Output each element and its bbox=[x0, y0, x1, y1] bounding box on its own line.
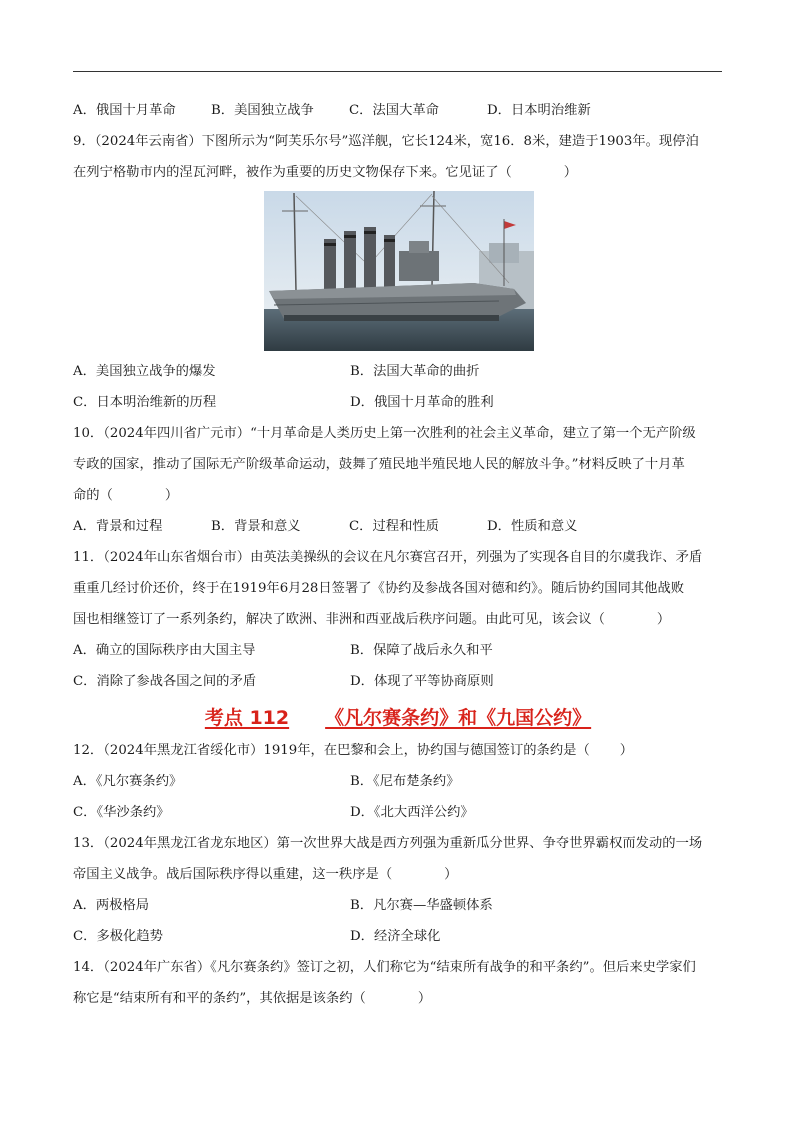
option-c[interactable]: C．《华沙条约》 bbox=[73, 805, 170, 820]
option-d[interactable]: D．日本明治维新 bbox=[487, 103, 591, 118]
q9-options-row-2 bbox=[73, 390, 723, 421]
option-b[interactable]: B．保障了战后永久和平 bbox=[350, 643, 493, 658]
option-a[interactable]: A．美国独立战争的爆发 bbox=[73, 364, 216, 379]
question-11-text-2: 重重几经讨价还价，终于在1919年6月28日签署了《协约及参战各国对德和约》。随后协约国同其他战败 bbox=[73, 581, 685, 596]
option-b[interactable]: B．法国大革命的曲折 bbox=[350, 364, 480, 379]
option-d[interactable]: D．性质和意义 bbox=[487, 519, 578, 534]
question-9-figure bbox=[73, 191, 723, 359]
option-c[interactable]: C．消除了参战各国之间的矛盾 bbox=[73, 674, 257, 689]
q13-options-row-1 bbox=[73, 893, 723, 924]
section-title: 《凡尔赛条约》和《九国公约》 bbox=[325, 707, 592, 729]
question-12-text-1: 12．（2024年黑龙江省绥化市）1919年，在巴黎和会上，协约国与德国签订的条约是（ ） bbox=[73, 743, 634, 758]
page-content bbox=[73, 98, 723, 1017]
option-b[interactable]: B．背景和意义 bbox=[211, 519, 301, 534]
option-a[interactable]: A．俄国十月革命 bbox=[73, 103, 176, 118]
section-number: 考点 112 bbox=[204, 707, 290, 729]
q10-options bbox=[73, 514, 723, 545]
question-10-text-1: 10．（2024年四川省广元市）“十月革命是人类历史上第一次胜利的社会主义革命，建立了第一个无产阶级 bbox=[73, 426, 696, 441]
q9-options-row-1 bbox=[73, 359, 723, 390]
q8-options bbox=[73, 98, 723, 129]
q11-options-row-2 bbox=[73, 669, 723, 700]
option-b[interactable]: B．《尼布楚条约》 bbox=[350, 774, 460, 789]
question-10-text-2: 专政的国家，推动了国际无产阶级革命运动，鼓舞了殖民地半殖民地人民的解放斗争。”材料反映了十月革 bbox=[73, 457, 685, 472]
option-a[interactable]: A．确立的国际秩序由大国主导 bbox=[73, 643, 256, 658]
aurora-cruiser-photo bbox=[264, 191, 534, 351]
question-11-text-3: 国也相继签订了一系列条约，解决了欧洲、非洲和西亚战后秩序问题。由此可见，该会议（ ） bbox=[73, 612, 671, 627]
option-a[interactable]: A．《凡尔赛条约》 bbox=[73, 774, 183, 789]
question-14-text-1: 14．（2024年广东省）《凡尔赛条约》签订之初，人们称它为“结束所有战争的和平条约”。但后来史学家们 bbox=[73, 960, 696, 975]
option-d[interactable]: D．《北大西洋公约》 bbox=[350, 805, 474, 820]
header-rule bbox=[73, 71, 722, 72]
question-13-text-2: 帝国主义战争。战后国际秩序得以重建，这一秩序是（ ） bbox=[73, 867, 458, 882]
question-11-text-1: 11．（2024年山东省烟台市）由英法美操纵的会议在凡尔赛宫召开，列强为了实现各自目的尔虞我诈、矛盾 bbox=[73, 550, 703, 565]
question-13-text-1: 13．（2024年黑龙江省龙东地区）第一次世界大战是西方列强为重新瓜分世界、争夺世界霸权而发动的一场 bbox=[73, 836, 703, 851]
option-d[interactable]: D．体现了平等协商原则 bbox=[350, 674, 494, 689]
question-10-text-3: 命的（ ） bbox=[73, 488, 179, 503]
question-14-text-2: 称它是“结束所有和平的条约”，其依据是该条约（ ） bbox=[73, 991, 432, 1006]
option-c[interactable]: C．日本明治维新的历程 bbox=[73, 395, 217, 410]
option-b[interactable]: B．凡尔赛—华盛顿体系 bbox=[350, 898, 493, 913]
option-a[interactable]: A．背景和过程 bbox=[73, 519, 163, 534]
section-heading bbox=[73, 700, 723, 738]
question-9-text-1: 9．（2024年云南省）下图所示为“阿芙乐尔号”巡洋舰，它长124米，宽16．8米，建造于1903年。现停泊 bbox=[73, 134, 699, 149]
option-d[interactable]: D．经济全球化 bbox=[350, 929, 441, 944]
option-a[interactable]: A．两极格局 bbox=[73, 898, 150, 913]
q12-options-row-2 bbox=[73, 800, 723, 831]
option-b[interactable]: B．美国独立战争 bbox=[211, 103, 314, 118]
question-9-text-2: 在列宁格勒市内的涅瓦河畔，被作为重要的历史文物保存下来。它见证了（ ） bbox=[73, 165, 578, 180]
option-c[interactable]: C．多极化趋势 bbox=[73, 929, 163, 944]
option-c[interactable]: C．过程和性质 bbox=[349, 519, 439, 534]
option-c[interactable]: C．法国大革命 bbox=[349, 103, 439, 118]
q11-options-row-1 bbox=[73, 638, 723, 669]
q12-options-row-1 bbox=[73, 769, 723, 800]
option-d[interactable]: D．俄国十月革命的胜利 bbox=[350, 395, 494, 410]
q13-options-row-2 bbox=[73, 924, 723, 955]
